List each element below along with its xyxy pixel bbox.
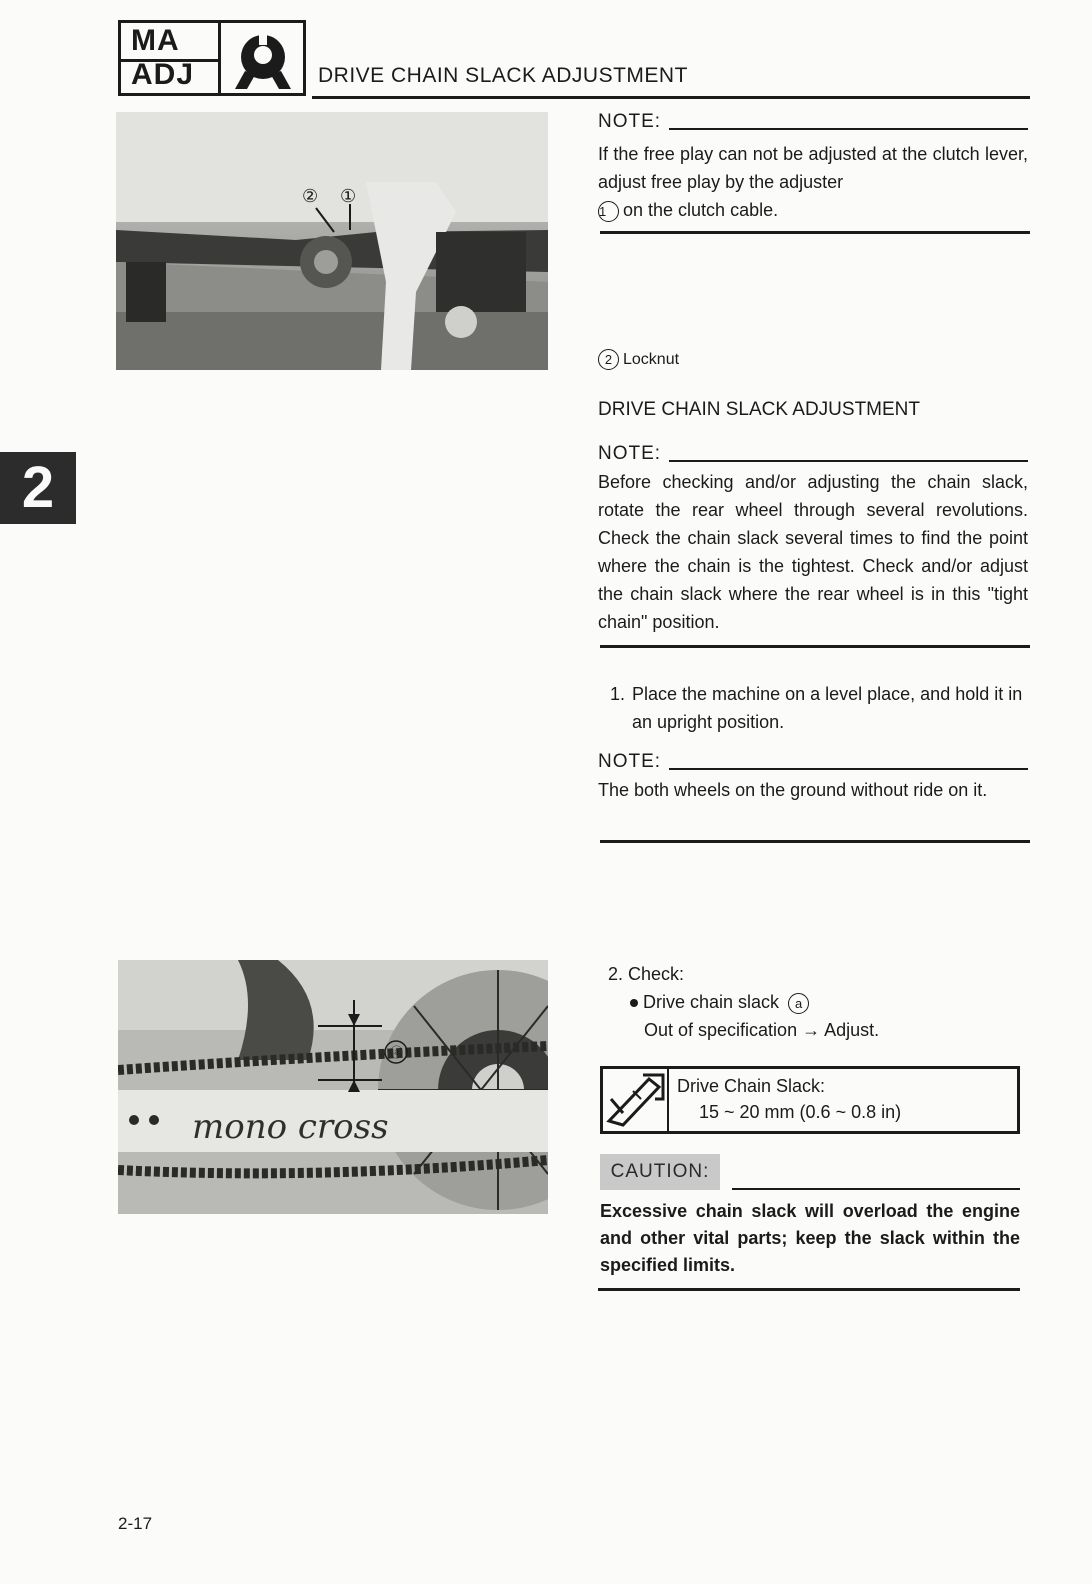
callout-marker: 1 — [598, 201, 619, 222]
wrench-icon — [225, 27, 301, 91]
chapter-tab: 2 — [0, 452, 76, 524]
callout-a: ⓐ — [390, 1046, 404, 1061]
caution-end-rule — [598, 1288, 1020, 1291]
note-text: If the free play can not be adjusted at the clutch lever, adjust free play by the adjuster — [598, 144, 1028, 192]
note-rule — [669, 128, 1028, 130]
step-1 — [610, 680, 1028, 736]
note-body: Before checking and/or adjusting the chain slack, rotate the rear wheel through several revolutions. Check the chain slack several times to find the point where the chain is the tightest. Check and/or adjust the chain slack where the rear wheel is in this "tight chain" position. — [598, 472, 1028, 632]
clutch-adjuster-photo — [116, 112, 548, 370]
page-number: 2-17 — [118, 1514, 153, 1533]
caution-rule — [732, 1188, 1020, 1190]
note-body: The both wheels on the ground without ride on it. — [598, 780, 988, 800]
note-heading: NOTE: — [598, 111, 662, 132]
callout-marker: 2 — [598, 349, 619, 370]
check-item — [608, 988, 1028, 1016]
step-number: 1. — [610, 684, 626, 704]
step-text: Place the machine on a level place, and hold it in an upright position. — [632, 684, 1023, 732]
caliper-spec-icon — [603, 1069, 669, 1131]
step-2 — [608, 960, 1028, 1044]
note-rotate-wheel — [598, 440, 1028, 636]
note-body — [598, 140, 1028, 224]
check-item-text: Drive chain slack — [643, 992, 780, 1012]
callout-1: ① — [340, 186, 357, 207]
caution-text: Excessive chain slack will overload the engine and other vital parts; keep the slack within the specified limits. — [600, 1201, 1020, 1275]
note-rule — [669, 460, 1028, 462]
section-code-line1: MA — [131, 24, 180, 57]
section-tag — [118, 20, 306, 96]
note-end-rule — [600, 840, 1030, 843]
callout-marker: a — [788, 993, 809, 1014]
bullet-icon — [630, 999, 638, 1007]
note-end-rule — [600, 231, 1030, 234]
check-sub-text: Out of specification → Adjust. — [644, 1020, 880, 1040]
locknut-label — [598, 346, 1028, 374]
caution-label: CAUTION: — [600, 1154, 720, 1190]
note-heading: NOTE: — [598, 443, 662, 464]
locknut-text: Locknut — [623, 351, 680, 368]
swingarm-decal: mono cross — [192, 1107, 389, 1147]
page-title: DRIVE CHAIN SLACK ADJUSTMENT — [318, 64, 688, 87]
section-code — [121, 23, 221, 93]
note-rule — [669, 768, 1028, 770]
note-heading: NOTE: — [598, 751, 662, 772]
note-text-end: on the clutch cable. — [623, 200, 779, 220]
section-heading: DRIVE CHAIN SLACK ADJUSTMENT — [598, 399, 920, 420]
note-clutch — [598, 108, 1028, 224]
note-wheels — [598, 748, 1028, 804]
chain-slack-photo — [118, 960, 548, 1214]
note-end-rule — [600, 645, 1030, 648]
spec-value: 15 ~ 20 mm (0.6 ~ 0.8 in) — [699, 1102, 902, 1122]
callout-2: ② — [302, 186, 319, 207]
spec-box — [600, 1066, 1020, 1134]
section-code-line2: ADJ — [131, 58, 195, 91]
spec-title: Drive Chain Slack: — [677, 1076, 826, 1096]
step-label: 2. Check: — [608, 964, 685, 984]
header-rule — [312, 96, 1030, 99]
